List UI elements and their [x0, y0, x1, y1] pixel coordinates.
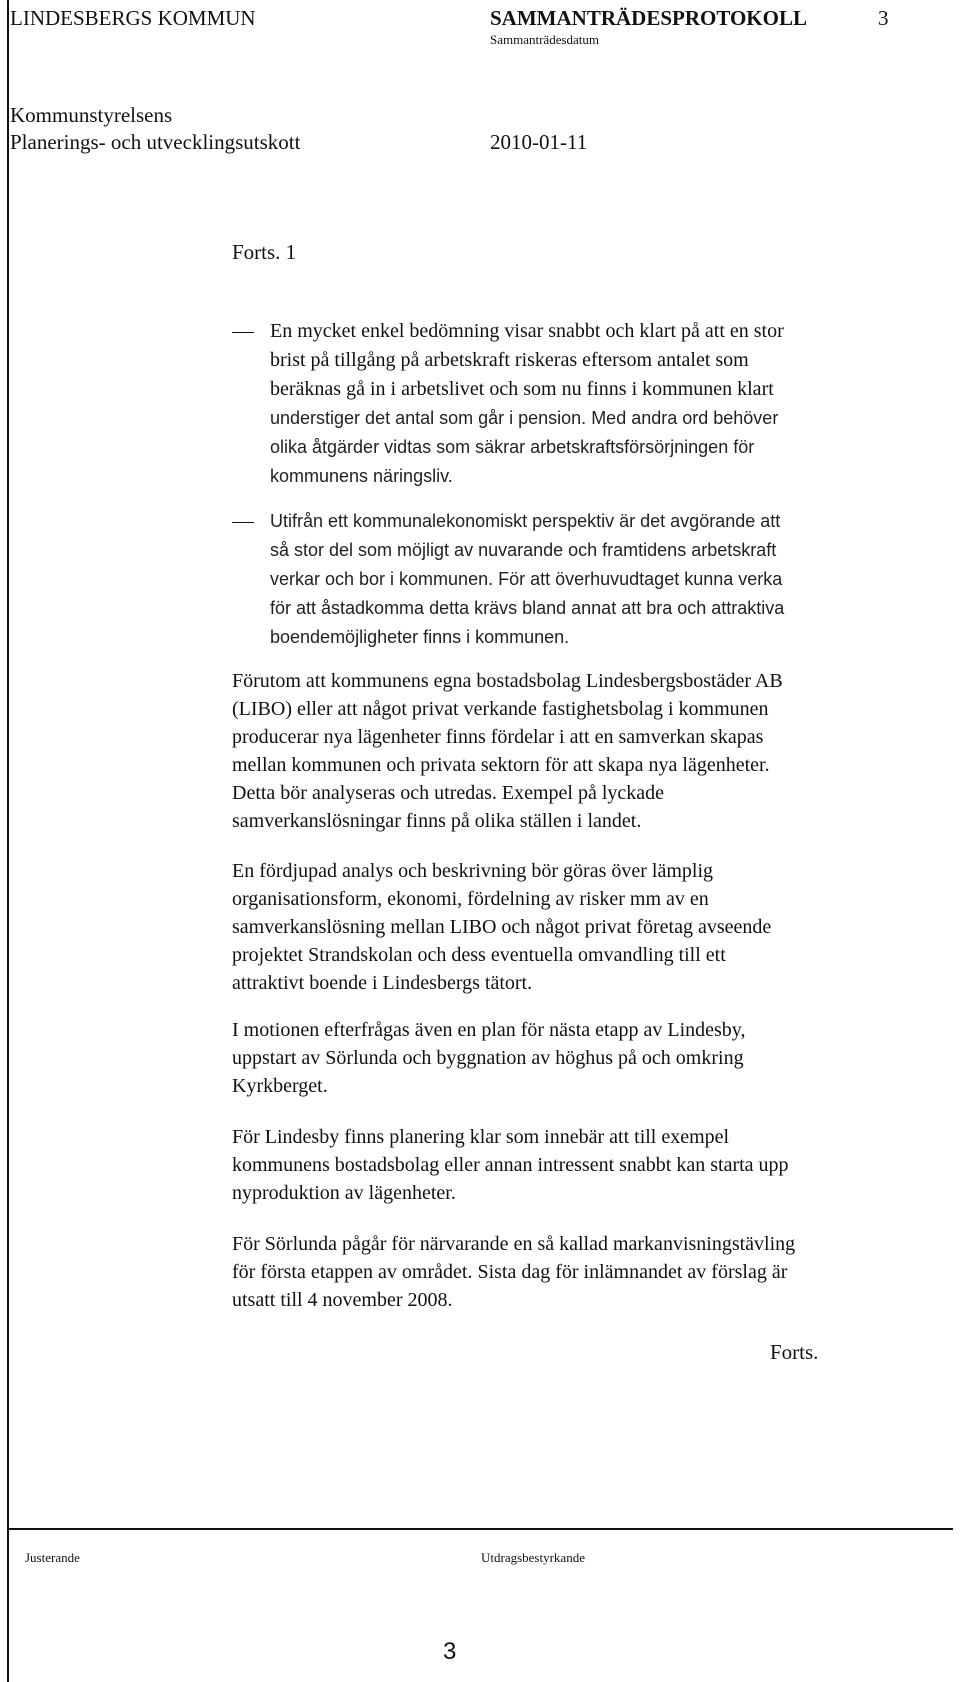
body-paragraph [232, 857, 897, 997]
text-line: organisationsform, ekonomi, fördelning av risker mm av en [232, 888, 709, 910]
body-paragraph [232, 667, 897, 835]
text-line: beräknas gå in i arbetslivet och som nu finns i kommunen klart [270, 378, 774, 400]
text-line: Kyrkberget. [232, 1075, 328, 1097]
text-line: projektet Strandskolan och dess eventuella omvandling till ett [232, 944, 726, 966]
text-line: så stor del som möjligt av nuvarande och framtidens arbetskraft [270, 540, 777, 560]
header-page-number: 3 [878, 6, 889, 30]
footer-page-number: 3 [443, 1638, 457, 1665]
continued-marker: Forts. 1 [232, 240, 297, 264]
text-line: En fördjupad analys och beskrivning bör göras över lämplig [232, 860, 713, 882]
text-line: mellan kommunen och privata sektorn för att skapa nya lägenheter. [232, 754, 770, 776]
footer-certifier-label: Utdragsbestyrkande [481, 1550, 585, 1565]
text-line: utsatt till 4 november 2008. [232, 1289, 453, 1311]
text-line: för första etappen av området. Sista dag för inlämnandet av förslag är [232, 1261, 788, 1283]
text-run: verkar och bor i kommunen. [270, 569, 494, 589]
body-paragraph [232, 1016, 897, 1100]
dash-bullet-icon [232, 332, 254, 333]
organization-line-2: Planerings- och utvecklingsutskott [10, 130, 301, 154]
text-line: Förutom att kommunens egna bostadsbolag Lindesbergsbostäder AB [232, 670, 783, 692]
text-line: boendemöjligheter finns i kommunen. [270, 627, 570, 647]
text-line: Detta bör analyseras och utredas. Exempel på lyckade [232, 782, 665, 804]
text-line: I motionen efterfrågas även en plan för nästa etapp av Lindesby, [232, 1019, 746, 1041]
body-paragraph [232, 1123, 897, 1207]
text-line: (LIBO) eller att något privat verkande fastighetsbolag i kommunen [232, 698, 769, 720]
text-line: För Sörlunda pågår för närvarande en så kallad markanvisningstävling [232, 1233, 796, 1255]
text-line: brist på tillgång på arbetskraft riskeras eftersom antalet som [270, 349, 749, 371]
meeting-date: 2010-01-11 [490, 130, 588, 154]
text-line: samverkanslösningar finns på olika ställen i landet. [232, 810, 642, 832]
text-line: för att åstadkomma detta krävs bland annat att bra och attraktiva [270, 598, 785, 618]
text-line: För Lindesby finns planering klar som innebär att till exempel [232, 1126, 730, 1148]
text-line: olika åtgärder vidtas som säkrar arbetskraftsförsörjningen för [270, 437, 755, 457]
bullet-text [270, 317, 880, 491]
continued-next-page: Forts. [770, 1340, 819, 1364]
text-line [270, 565, 880, 594]
text-run: understiger det antal som går i pension. [270, 408, 587, 428]
organization-line-1: Kommunstyrelsens [10, 103, 173, 127]
body-paragraph [232, 1230, 897, 1314]
text-line: kommunens näringsliv. [270, 466, 453, 486]
document-type: SAMMANTRÄDESPROTOKOLL [490, 6, 807, 30]
text-line: nyproduktion av lägenheter. [232, 1182, 456, 1204]
left-margin-rule [7, 0, 9, 1682]
text-line: attraktivt boende i Lindesbergs tätort. [232, 972, 533, 994]
text-line: samverkanslösning mellan LIBO och något privat företag avseende [232, 916, 772, 938]
text-run: Med andra ord behöver [586, 408, 779, 428]
text-line: Utifrån ett kommunalekonomiskt perspektiv är det avgörande att [270, 511, 781, 531]
meeting-date-label: Sammanträdesdatum [490, 32, 600, 47]
text-line [270, 404, 880, 433]
footer-divider [7, 1528, 953, 1530]
footer-signer-label: Justerande [25, 1550, 80, 1565]
dash-bullet-icon [232, 522, 254, 523]
text-line: producerar nya lägenheter finns fördelar i att en samverkan skapas [232, 726, 764, 748]
text-line: En mycket enkel bedömning visar snabbt och klart på att en stor [270, 320, 784, 342]
bullet-text [270, 507, 880, 652]
municipality-name: LINDESBERGS KOMMUN [10, 6, 256, 30]
text-run: För att överhuvudtaget kunna verka [493, 569, 783, 589]
text-line: kommunens bostadsbolag eller annan intressent snabbt kan starta upp [232, 1154, 789, 1176]
text-line: uppstart av Sörlunda och byggnation av höghus på och omkring [232, 1047, 744, 1069]
